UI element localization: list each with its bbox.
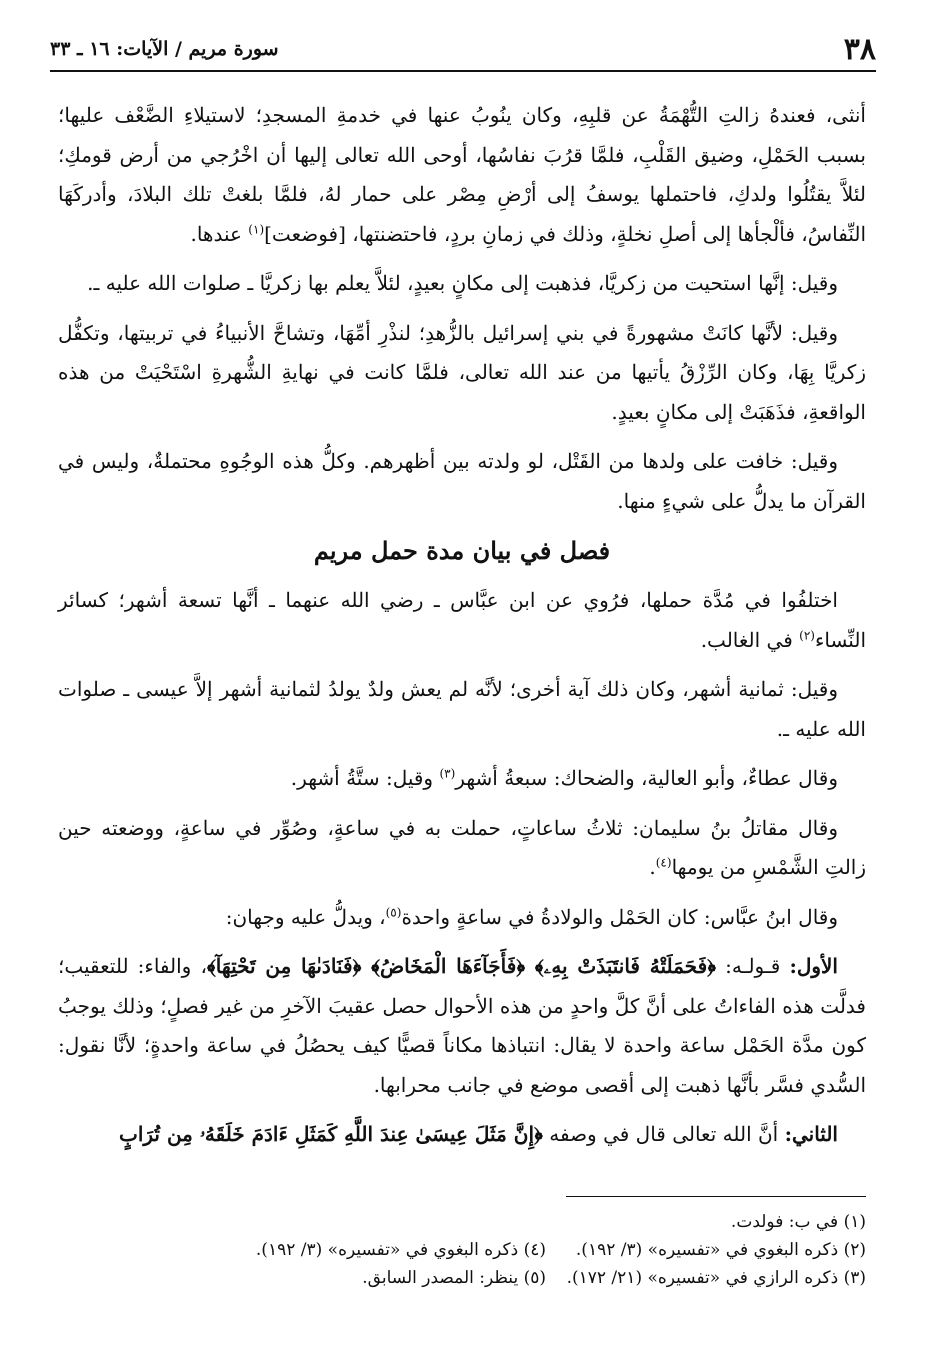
paragraph	[58, 809, 866, 888]
paragraph-text: في الغالب.	[700, 627, 800, 652]
section-heading: فصل في بيان مدة حمل مريم	[313, 536, 611, 565]
footnote-ref: (٢)	[799, 627, 815, 642]
paragraph	[58, 759, 866, 799]
quran-verse: ﴿فَحَمَلَتْهُ فَانتَبَذَتْ بِهِۦ﴾ ﴿فَأَجَآءَهَا الْمَخَاضُ﴾ ﴿فَنَادَىٰهَا مِن تَحْتِهَآ﴾	[206, 954, 716, 978]
paragraph-text: ، ويدلُّ عليه وجهان:	[225, 904, 386, 929]
footnote: (٢) ذكره البغوي في «تفسيره» (٣/ ١٩٢).	[575, 1240, 866, 1260]
footnote: (١) في ب: فولدت.	[730, 1212, 866, 1232]
footnote-row	[58, 1208, 866, 1236]
point-label: الأول:	[789, 954, 838, 978]
page-number: ٣٨	[843, 32, 876, 67]
paragraph-text: وقال ابنُ عبَّاس: كان الحَمْل والولادةُ في ساعةٍ واحدة	[401, 904, 838, 929]
footnote: (٥) ينظر: المصدر السابق.	[362, 1268, 546, 1288]
paragraph-text: قـولـه:	[716, 954, 790, 978]
footnote: (٤) ذكره البغوي في «تفسيره» (٣/ ١٩٢).	[255, 1240, 546, 1260]
paragraph: وقيل: لأنَّها كانَتْ مشهورةً في بني إسرائيل بالزُّهدِ؛ لنذْرِ أمِّهَا، وتشاحَّ الأنبياءُ في تربيتها، وتكفُّل زكريَّا بِهَا، وكان الرِّزْقُ يأتيها من عند الله تعالى، فلمَّا كانت في نهايةِ الشُّهرةِ اسْتَحْيَتْ من هذه الواقعةِ، فذَهَبَتْ إلى مكانٍ بعيدٍ.	[58, 320, 866, 424]
paragraph: وقيل: ثمانية أشهر، وكان ذلك آية أخرى؛ لأنَّه لم يعش ولدٌ يولدُ لثمانية أشهر إلاَّ عيسى ـ صلوات الله عليه ـ.	[58, 677, 866, 741]
paragraph: وقيل: خافت على ولدها من القَتْل، لو ولدته بين أظهرهم. وكلُّ هذه الوجُوهِ محتملةٌ، وليس في القرآن ما يدلُّ على شيءٍ منها.	[58, 449, 866, 513]
paragraph-text: عندها.	[190, 221, 249, 246]
paragraph-text: اختلفُوا في مُدَّة حملها، فرُوي عن ابن عبَّاس ـ رضي الله عنهما ـ أنَّها تسعة أشهر؛ كسائر النِّساء	[58, 588, 866, 652]
footnote-ref: (١)	[248, 221, 265, 236]
paragraph: وقيل: إنَّها استحيت من زكريَّا، فذهبت إلى مكانٍ بعيدٍ، لئلاَّ يعلم بها زكريَّا ـ صلوات الله عليه ـ.	[87, 271, 838, 295]
point-label: الثاني:	[784, 1122, 838, 1146]
quran-verse: ﴿إِنَّ مَثَلَ عِيسَىٰ عِندَ اللَّهِ كَمَثَلِ ءَادَمَ خَلَقَهُۥ مِن تُرَابٍ	[119, 1122, 543, 1146]
footnote-row	[58, 1264, 866, 1292]
paragraph-text: وقيل: ستَّةُ أشهر.	[290, 766, 440, 790]
paragraph	[58, 1115, 866, 1155]
paragraph-text: ، والفاء: للتعقيب؛ فدلَّت هذه الفاءاتُ على أنَّ كلَّ واحدٍ من هذه الأحوال حصل عقيبَ الآخرِ من غير فصلٍ؛ وذلك يوجبُ كون مدَّة الحَمْل ساعة واحدة لا يقال: انتباذها مكاناً قصيًّا كيف يحصُلُ في ساعة واحدةٍ؛ لأنَّا نقول: السُّدي فسَّر بأنَّها ذهبت إلى أقصى موضع في جانب محرابها.	[58, 954, 866, 1097]
main-text	[58, 96, 866, 1165]
paragraph	[58, 581, 866, 660]
footnotes	[58, 1208, 866, 1292]
footnote-divider	[566, 1196, 866, 1197]
paragraph	[58, 947, 866, 1105]
paragraph-text: .	[649, 855, 656, 879]
paragraph-text: أنَّ الله تعالى قال في وصفه	[542, 1122, 785, 1146]
running-title: سورة مريم / الآيات: ١٦ ـ ٣٣	[50, 38, 279, 60]
footnote: (٣) ذكره الرازي في «تفسيره» (٢١/ ١٧٢).	[566, 1268, 866, 1288]
paragraph-text: أنثى، فعندهُ زالتِ التُّهْمَةُ عن قلبِهِ، وكان ينُوبُ عنها في خدمةِ المسجدِ؛ لاستيلاءِ الضَّعْف عليها؛ بسبب الحَمْلِ، وضيق القَلْبِ، فلمَّا قرُبَ نفاسُها، أوحى الله تعالى إليها أن اخْرُجي من أرض قومكِ؛ لئلاَّ يقتُلُوا ولدكِ، فاحتملها يوسفُ إلى أرْضِ مِصْر على حمار لهُ، فلمَّا بلغتْ تلك البلادَ، وأدركَهَا النِّفاسُ، فألْجأها إلى أصلِ نخلةٍ، وذلك في زمانِ بردٍ، فاحتضنتها، [فوضعت]	[58, 103, 866, 246]
paragraph	[58, 96, 866, 254]
page-header	[50, 30, 876, 72]
footnote-ref: (٣)	[439, 766, 456, 781]
footnote-ref: (٥)	[385, 904, 402, 919]
footnote-ref: (٤)	[655, 855, 672, 870]
paragraph-text: وقال مقاتلُ بنُ سليمان: ثلاثُ ساعاتٍ، حملت به في ساعةٍ، وصُوِّر في ساعةٍ، ووضعته حين زالتِ الشَّمْسِ من يومها	[58, 815, 866, 879]
footnote-row	[58, 1236, 866, 1264]
paragraph-text: وقال عطاءٌ، وأبو العالية، والضحاك: سبعةُ أشهر	[455, 766, 838, 790]
paragraph	[58, 898, 866, 938]
